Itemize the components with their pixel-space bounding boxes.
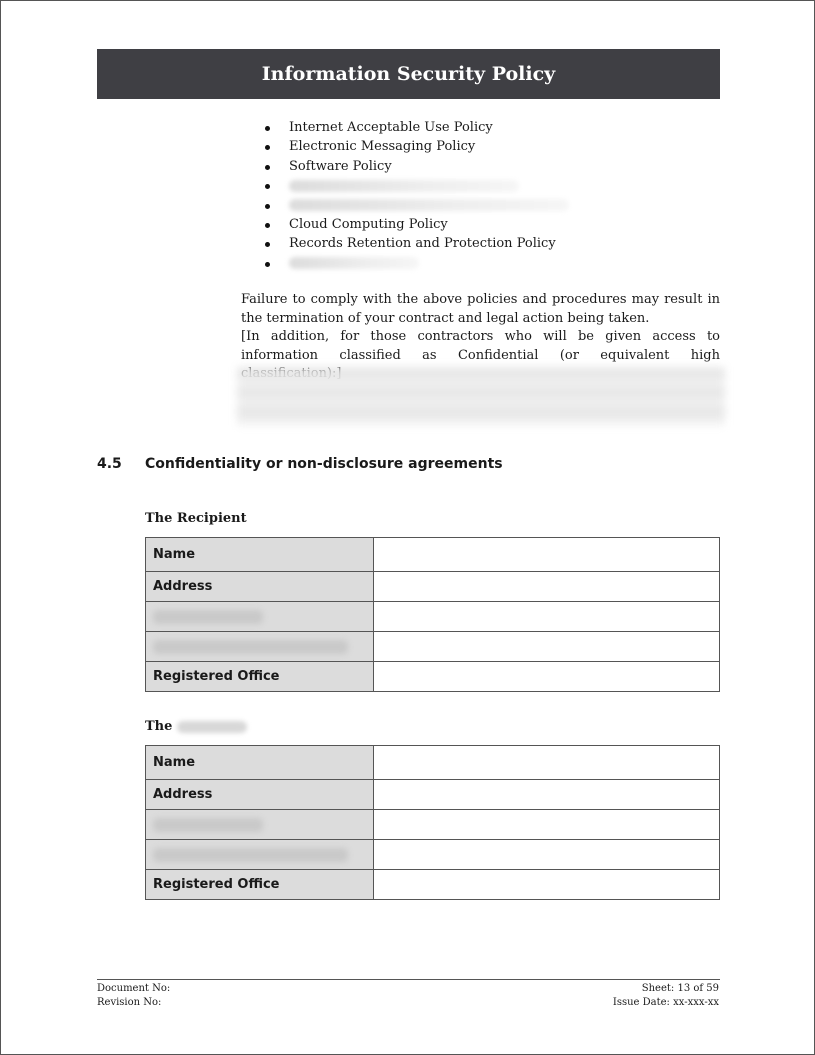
table-row <box>146 840 720 870</box>
redacted-text <box>153 848 348 862</box>
list-item: Records Retention and Protection Policy <box>263 234 569 253</box>
document-number: Document No: <box>97 983 171 994</box>
table-row <box>146 572 720 602</box>
table-row <box>146 602 720 632</box>
recipient-heading: The Recipient <box>145 511 247 526</box>
list-item: Internet Acceptable Use Policy <box>263 118 569 137</box>
redacted-text <box>153 640 348 654</box>
footer-left <box>97 982 170 1010</box>
redacted-text <box>177 721 247 733</box>
confidential-note: [In addition, for those contractors who will be given access to information classified as Confidential (or equivalent high <box>241 329 720 363</box>
redacted-text <box>153 610 263 624</box>
table-row <box>146 870 720 900</box>
footer-right <box>613 982 719 1010</box>
field-label: Address <box>146 780 374 810</box>
list-item: Electronic Messaging Policy <box>263 137 569 156</box>
table-row <box>146 746 720 780</box>
table-row <box>146 538 720 572</box>
footer-divider <box>97 979 720 980</box>
field-label: Registered Office <box>146 662 374 692</box>
field-label: Name <box>146 538 374 572</box>
redacted-text <box>289 257 419 269</box>
section-number: 4.5 <box>97 456 122 472</box>
field-label: Address <box>146 572 374 602</box>
table-row <box>146 780 720 810</box>
section-heading <box>97 456 503 472</box>
table-row <box>146 662 720 692</box>
compliance-text: Failure to comply with the above policies and procedures may result in the termination of your contract and legal action being taken. <box>241 292 720 326</box>
discloser-redacted-field-1[interactable] <box>374 810 720 840</box>
policy-list <box>263 118 569 273</box>
redacted-text <box>289 199 569 211</box>
list-item-redacted <box>263 254 569 273</box>
field-label-redacted <box>146 602 374 632</box>
table-row <box>146 632 720 662</box>
issue-date: Issue Date: xx-xxx-xx <box>612 997 719 1008</box>
recipient-registered-office-field[interactable] <box>374 662 720 692</box>
document-title: Information Security Policy <box>261 63 556 85</box>
field-label-redacted <box>146 632 374 662</box>
discloser-heading: The <box>145 719 247 734</box>
document-title-banner <box>97 49 720 99</box>
revision-number: Revision No: <box>97 997 162 1008</box>
redacted-text <box>289 180 519 192</box>
redacted-text <box>153 818 263 832</box>
field-label-redacted <box>146 810 374 840</box>
discloser-redacted-field-2[interactable] <box>374 840 720 870</box>
recipient-name-field[interactable] <box>374 538 720 572</box>
list-item-redacted <box>263 196 569 215</box>
discloser-name-field[interactable] <box>374 746 720 780</box>
recipient-table <box>145 537 720 692</box>
field-label: Registered Office <box>146 870 374 900</box>
list-item-redacted <box>263 176 569 195</box>
table-row <box>146 810 720 840</box>
field-label: Name <box>146 746 374 780</box>
recipient-address-field[interactable] <box>374 572 720 602</box>
list-item: Software Policy <box>263 157 569 176</box>
section-title: Confidentiality or non-disclosure agreements <box>145 456 503 472</box>
recipient-redacted-field-1[interactable] <box>374 602 720 632</box>
redacted-paragraph <box>237 367 725 425</box>
sheet-number: Sheet: 13 of 59 <box>641 983 719 994</box>
discloser-table <box>145 745 720 900</box>
discloser-registered-office-field[interactable] <box>374 870 720 900</box>
field-label-redacted <box>146 840 374 870</box>
list-item: Cloud Computing Policy <box>263 215 569 234</box>
discloser-address-field[interactable] <box>374 780 720 810</box>
recipient-redacted-field-2[interactable] <box>374 632 720 662</box>
